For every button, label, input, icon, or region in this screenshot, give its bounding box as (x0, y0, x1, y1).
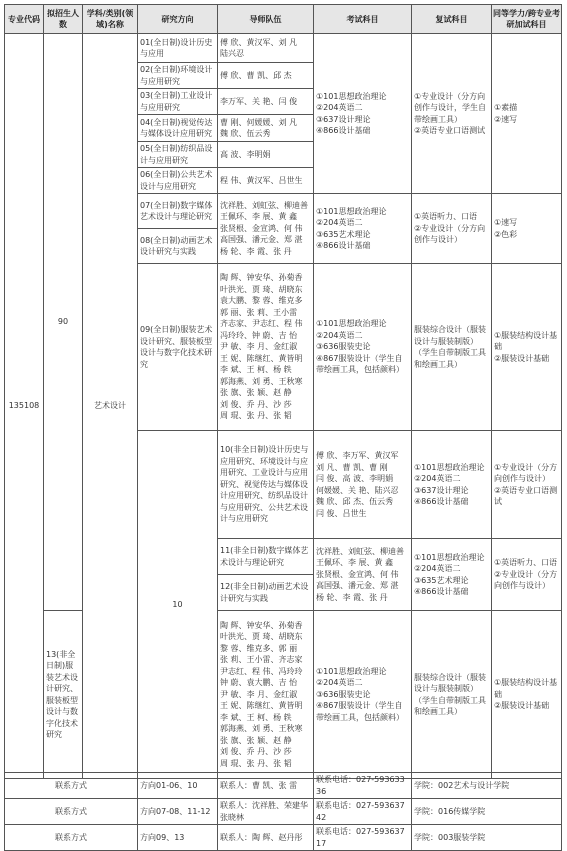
contact-college: 学院：002艺术与设计学院 (412, 773, 562, 799)
contact-person: 联系人：陶 辉、赵丹彤 (218, 825, 314, 851)
direction-cell: 12(非全日制)动画艺术设计研究与实践 (218, 575, 314, 611)
mentors-cell: 傅 欣、曹 凯、邱 杰 (218, 63, 314, 89)
extra-cell: ①素描 ②速写 (492, 34, 562, 194)
exam-cell: ①101思想政治理论 ②204英语二 ③636服装史论 ④867服装设计（学生自带绘画工具，包括颜料） (314, 264, 412, 431)
contact-phone: 联系电话：027-59363336 (314, 773, 412, 799)
mentors-cell: 沈祥胜、刘虹弦、柳迪善 王佩环、李 展、黄 鑫 张贤根、金宣鸿、何 伟 高国强、潘元金、郑 湛 杨 轮、李 霞、张 丹 (314, 539, 412, 611)
contact-phone: 联系电话：027-59363717 (314, 825, 412, 851)
contact-scope: 方向07-08、11-12 (138, 799, 218, 825)
header-code: 专业代码 (5, 5, 44, 34)
mentors-cell: 沈祥胜、刘虹弦、柳迪善 王佩环、李 展、黄 鑫 张贤根、金宣鸿、何 伟 高国强、潘元金、郑 湛 杨 轮、李 霞、张 丹 (218, 194, 314, 264)
direction-cell: 01(全日制)设计历史与应用 (138, 34, 218, 63)
contact-person: 联系人：曹 凯、张 雷 (218, 773, 314, 799)
extra-cell: ①速写 ②色彩 (492, 194, 562, 264)
mentors-cell: 傅 欣、李万军、黄汉军 刘 凡、曹 凯、曹 刚 闫 俊、高 波、李明娟 何媛媛、关 艳、陆兴忍 魏 欣、邱 杰、伍云秀 闫 俊、吕世生 (314, 431, 412, 539)
exam-cell: ①101思想政治理论 ②204英语二 ③637设计理论 ④866设计基础 (314, 34, 412, 194)
contact-row (5, 825, 562, 851)
header-exam: 考试科目 (314, 5, 412, 34)
direction-cell: 04(全日制)视觉传达与媒体设计应用研究 (138, 115, 218, 142)
table-row (5, 34, 562, 63)
mentors-cell: 程 伟、黄汉军、吕世生 (218, 168, 314, 194)
header-category: 学科/类别(领域)名称 (83, 5, 138, 34)
enrollment-table (4, 4, 562, 779)
exam-cell: ①101思想政治理论 ②204英语二 ③635艺术理论 ④866设计基础 (412, 539, 492, 611)
direction-cell: 05(全日制)纺织品设计与应用研究 (138, 142, 218, 168)
exam-cell: ①101思想政治理论 ②204英语二 ③637设计理论 ④866设计基础 (412, 431, 492, 539)
mentors-cell: 高 波、李明娟 (218, 142, 314, 168)
contact-college: 学院：016传媒学院 (412, 799, 562, 825)
contact-table (4, 772, 562, 851)
contact-row (5, 773, 562, 799)
mentors-cell: 曹 刚、何媛媛、刘 凡 魏 欣、伍云秀 (218, 115, 314, 142)
exam-cell: ①101思想政治理论 ②204英语二 ③636服装史论 ④867服装设计（学生自带绘画工具，包括颜料） (314, 611, 412, 779)
contact-college: 学院：003服装学院 (412, 825, 562, 851)
retest-cell: 服装综合设计（服装设计与服装制版）（学生自带制版工具和绘画工具） (412, 611, 492, 779)
retest-cell: ①英语听力、口语 ②专业设计（分方向创作与设计） (412, 194, 492, 264)
direction-cell: 11(非全日制)数字媒体艺术设计与理论研究 (218, 539, 314, 575)
mentors-cell: 陶 辉、钟安华、孙菊香 叶洪光、贾 琦、胡晓东 黎 蓉、维克多、郭 丽 张 莉、王小雷、齐志家 尹志红、程 伟、冯玲玲 钟 蔚、袁大鹏、吉 怡 尹 敏、李 月、金红淑 王 妮、陈继红、黄皆明 李 斌、王 柯、杨 轶 郭海燕、刘 勇、王秋寒 张 旗、张 颖、赵 静 刘 俊、乔 丹、沙 莎 周 琨、张 丹、张 韬 (218, 611, 314, 779)
contact-label: 联系方式 (5, 799, 138, 825)
contact-scope: 方向01-06、10 (138, 773, 218, 799)
direction-cell: 02(全日制)环境设计与应用研究 (138, 63, 218, 89)
contact-label: 联系方式 (5, 773, 138, 799)
header-retest: 复试科目 (412, 5, 492, 34)
contact-row (5, 799, 562, 825)
major-code-cell: 135108 (5, 34, 44, 779)
mentors-cell: 傅 欣、黄汉军、刘 凡 陆兴忍 (218, 34, 314, 63)
header-row (5, 5, 562, 34)
part-time-quota: 10 (138, 431, 218, 779)
retest-cell: 服装综合设计（服装设计与服装制版）（学生自带制版工具和绘画工具） (412, 264, 492, 431)
header-extra: 同等学力/跨专业考研加试科目 (492, 5, 562, 34)
header-mentors: 导师队伍 (218, 5, 314, 34)
contact-person: 联系人：沈祥胜、荣建华 张晓林 (218, 799, 314, 825)
contact-phone: 联系电话：027-59363742 (314, 799, 412, 825)
direction-cell: 09(全日制)服装艺术设计研究、服装板型设计与数字化技术研究 (138, 264, 218, 431)
contact-scope: 方向09、13 (138, 825, 218, 851)
direction-cell: 13(非全日制)服装艺术设计研究、服装板型设计与数字化技术研究 (44, 611, 83, 779)
direction-cell: 06(全日制)公共艺术设计与应用研究 (138, 168, 218, 194)
mentors-cell: 李万军、关 艳、闫 俊 (218, 89, 314, 115)
extra-cell: ①服装结构设计基础 ②服装设计基础 (492, 611, 562, 779)
retest-cell: ①英语听力、口语 ②专业设计（分方向创作与设计） (492, 539, 562, 611)
extra-cell: ①服装结构设计基础 ②服装设计基础 (492, 264, 562, 431)
direction-cell: 08(全日制)动画艺术设计研究与实践 (138, 229, 218, 264)
mentors-cell: 陶 辉、钟安华、孙菊香 叶洪光、贾 琦、胡晓东 袁大鹏、黎 蓉、维克多 郭 丽、张 莉、王小雷 齐志家、尹志红、程 伟 冯玲玲、钟 蔚、吉 怡 尹 敏、李 月、金红淑 王 妮、陈继红、黄皆明 李 斌、王 柯、杨 轶 郭海燕、刘 勇、王秋寒 张 旗、张 颖、赵 静 刘 俊、乔 丹、沙 莎 周 琨、张 丹、张 韬 (218, 264, 314, 431)
header-direction: 研究方向 (138, 5, 218, 34)
full-time-quota: 90 (44, 34, 83, 611)
direction-cell: 10(非全日制)设计历史与应用研究、环境设计与应用研究、工业设计与应用研究、视觉传达与媒体设计应用研究、纺织品设计与应用研究、公共艺术设计与应用研究 (218, 431, 314, 539)
retest-cell: ①专业设计（分方向创作与设计，学生自带绘画工具） ②英语专业口语测试 (412, 34, 492, 194)
header-quota: 拟招生人数 (44, 5, 83, 34)
exam-cell: ①101思想政治理论 ②204英语二 ③635艺术理论 ④866设计基础 (314, 194, 412, 264)
contact-label: 联系方式 (5, 825, 138, 851)
category-cell: 艺术设计 (83, 34, 138, 779)
retest-cell: ①专业设计（分方向创作与设计） ②英语专业口语测试 (492, 431, 562, 539)
direction-cell: 07(全日制)数字媒体艺术设计与理论研究 (138, 194, 218, 229)
direction-cell: 03(全日制)工业设计与应用研究 (138, 89, 218, 115)
